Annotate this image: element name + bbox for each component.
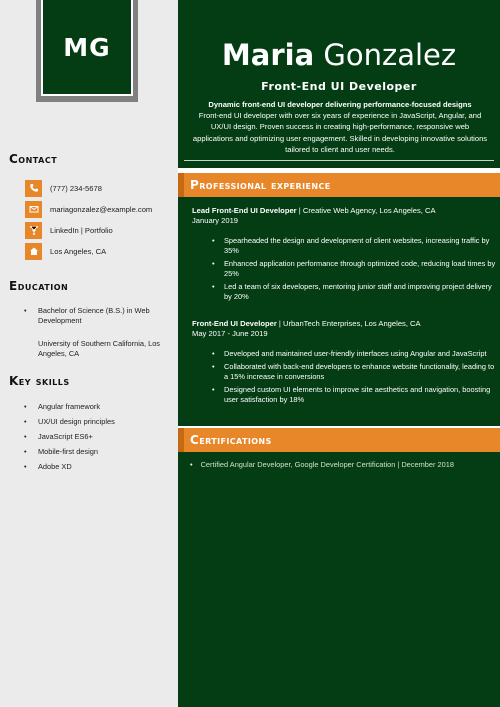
skill-item: • UX/UI design principles xyxy=(24,417,172,427)
monogram-box xyxy=(41,0,133,96)
job-2-bullets xyxy=(212,349,498,408)
certification-item: • Certified Angular Developer, Google Developer Certification | December 2018 xyxy=(190,460,454,469)
education-list xyxy=(24,306,172,326)
phone-text[interactable]: (777) 234-5678 xyxy=(50,183,102,193)
summary-lead: Dynamic front-end UI developer delivering performance-focused designs xyxy=(208,100,472,109)
job-1-dates: January 2019 xyxy=(192,216,239,225)
job-2-dates: May 2017 - June 2019 xyxy=(192,329,268,338)
phone-icon xyxy=(25,180,42,197)
email-text[interactable]: mariagonzalez@example.com xyxy=(50,204,153,214)
skill-item: • Adobe XD xyxy=(24,462,172,472)
contact-location xyxy=(25,242,106,260)
education-heading: Education xyxy=(9,279,69,293)
job-bullet: • Collaborated with back-end developers to enhance website functionality, leading to a 15% increase in conversions xyxy=(212,362,498,382)
monogram: MG xyxy=(63,32,111,62)
summary xyxy=(190,99,490,155)
last-name: Gonzalez xyxy=(323,38,457,72)
skill-item: • JavaScript ES6+ xyxy=(24,432,172,442)
skill-item: • Mobile-first design xyxy=(24,447,172,457)
job-2-role: Front-End UI Developer xyxy=(192,319,277,328)
certifications-panel xyxy=(178,450,500,707)
job-bullet: • Spearheaded the design and development of client websites, increasing traffic by 35% xyxy=(212,236,498,256)
job-bullet: • Led a team of six developers, mentoring junior staff and improving project delivery by 20% xyxy=(212,282,498,302)
contact-phone xyxy=(25,179,102,197)
job-bullet: • Enhanced application performance through optimized code, reducing load times by 25% xyxy=(212,259,498,279)
contact-links xyxy=(25,221,113,239)
job-1-role: Lead Front-End UI Developer xyxy=(192,206,297,215)
job-1-company: | Creative Web Agency, Los Angeles, CA xyxy=(296,206,436,215)
location-text: Los Angeles, CA xyxy=(50,246,107,256)
home-icon xyxy=(25,243,42,260)
education-school: University of Southern California, Los Angeles, CA xyxy=(38,339,161,358)
job-2-header xyxy=(192,319,421,339)
skills-list xyxy=(24,402,172,472)
skill-item: • Angular framework xyxy=(24,402,172,412)
network-icon xyxy=(25,222,42,239)
education-degree: • Bachelor of Science (B.S.) in Web Development xyxy=(24,306,172,326)
experience-heading: Professional experience xyxy=(190,178,331,192)
contact-heading: Contact xyxy=(9,152,58,166)
job-title: Front-End UI Developer xyxy=(261,80,417,93)
first-name: Maria xyxy=(221,38,315,72)
contact-email xyxy=(25,200,152,218)
links-text[interactable]: LinkedIn | Portfolio xyxy=(50,225,113,235)
skills-heading: Key skills xyxy=(9,374,70,388)
summary-body: Front-end UI developer with over six years of experience in JavaScript, Angular, and UX/UI design. Proven success in creating high-performance, responsive web applications and optimizing user engagement. Skilled in developing innovative solutions tailored to client and user needs. xyxy=(192,111,488,154)
candidate-name xyxy=(178,38,500,72)
job-2-company: | UrbanTech Enterprises, Los Angeles, CA xyxy=(276,319,421,328)
job-bullet: • Developed and maintained user-friendly interfaces using Angular and JavaScript xyxy=(212,349,498,359)
job-1-header xyxy=(192,206,436,226)
email-icon xyxy=(25,201,42,218)
header-divider xyxy=(184,160,494,161)
job-1-bullets xyxy=(212,236,498,305)
certifications-heading: Certifications xyxy=(190,433,272,447)
job-bullet: • Designed custom UI elements to improve site aesthetics and navigation, boosting user satisfaction by 18% xyxy=(212,385,498,405)
